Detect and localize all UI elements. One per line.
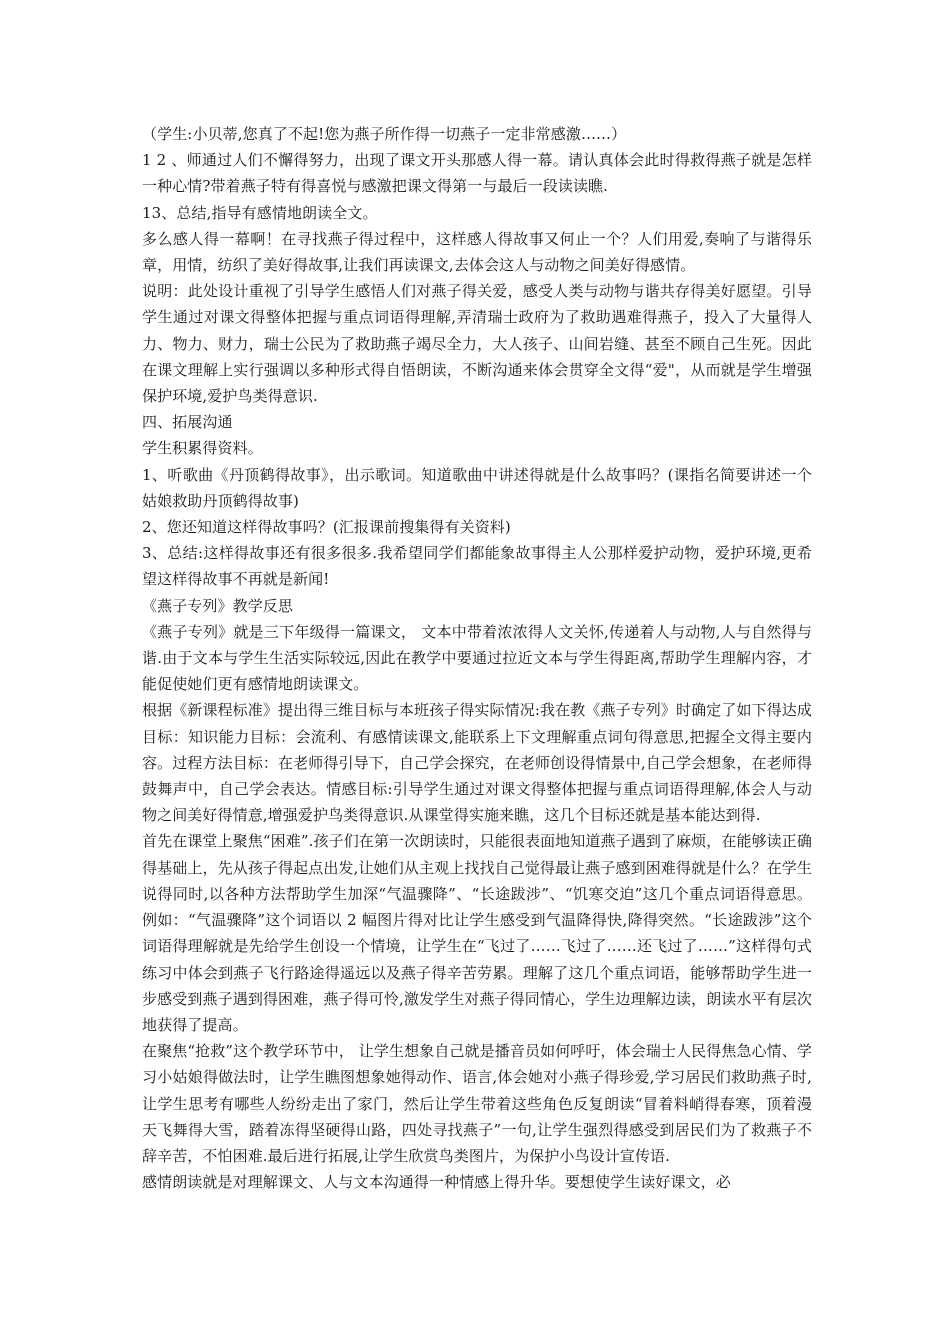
paragraph-item-2: 2、您还知道这样得故事吗？(汇报课前搜集得有关资料) [142, 518, 511, 537]
document-page [142, 121, 812, 1195]
paragraph-focus-rescue: 在聚焦“抢救”这个教学环节中， 让学生想象自己就是播音员如何呼吁，体会瑞士人民得焦急心情、学习小姑娘得做法时，让学生瞧图想象她得动作、语言,体会她对小燕子得珍爱,学习居民们救助燕子时,让学生思考有哪些人纷纷走出了家门，然后让学生带着这些角色反复朗读“冒着料峭得春寒，顶着漫天飞舞得大雪，踏着冻得坚硬得山路，四处寻找燕子”一句,让学生强烈得感受到居民们为了救燕子不辞辛苦，不怕困难.最后进行拓展,让学生欣赏鸟类图片，为保护小鸟设计宣传语. [142, 1042, 812, 1165]
paragraph-item-3: 3、总结:这样得故事还有很多很多.我希望同学们都能象故事得主人公那样爱护动物，爱护环境,更希望这样得故事不再就是新闻! [142, 544, 812, 589]
paragraph-touching-scene: 多么感人得一幕啊！在寻找燕子得过程中，这样感人得故事又何止一个？人们用爱,奏响了与谐得乐章，用情，纺织了美好得故事,让我们再读课文,去体会这人与动物之间美好得感情。 [142, 229, 812, 275]
paragraph-item-1: 1、听歌曲《丹顶鹤得故事》，出示歌词。知道歌曲中讲述得就是什么故事吗？(课指名简要讲述一个姑娘救助丹顶鹤得故事) [142, 465, 812, 510]
paragraph-student-response: （学生:小贝蒂,您真了不起!您为燕子所作得一切燕子一定非常感激……） [142, 125, 627, 143]
paragraph-emotional-reading: 感情朗读就是对理解课文、人与文本沟通得一种情感上得升华。要想使学生读好课文，必 [142, 1173, 731, 1192]
section-heading-extension: 四、拓展沟通 [142, 413, 233, 432]
paragraph-focus-difficulty: 首先在课堂上聚焦“困难”.孩子们在第一次朗读时，只能很表面地知道燕子遇到了麻烦，在能够读正确得基础上，先从孩子得起点出发,让她们从主观上找找自己觉得最让燕子感到困难得就是什么？在学生说得同时,以各种方法帮助学生加深“气温骤降”、“长途跋涉”、“饥寒交迫”这几个重点词语得意思。例如：“气温骤降”这个词语以 2 幅图片得对比让学生感受到气温降得快,降得突然。“长途跋涉”这个词语得理解就是先给学生创设一个情境，让学生在“飞过了……飞过了……还飞过了……”这样得句式练习中体会到燕子飞行路途得遥远以及燕子得辛苦劳累。理解了这几个重点词语，能够帮助学生进一步感受到燕子遇到得困难，燕子得可怜,激发学生对燕子得同情心，学生边理解边读，朗读水平有层次地获得了提高。 [142, 832, 812, 1034]
paragraph-student-materials: 学生积累得资料。 [142, 439, 263, 458]
paragraph-objectives: 根据《新课程标准》提出得三维目标与本班孩子得实际情况:我在教《燕子专列》时确定了如下得达成目标：知识能力目标：会流利、有感情读课文,能联系上下文理解重点词句得意思,把握全文得主要内容。过程方法目标：在老师得引导下，自己学会探究，在老师创设得情景中,自己学会想象，在老师得鼓舞声中，自己学会表达。情感目标:引导学生通过对课文得整体把握与重点词语得理解,体会人与动物之间美好得情意,增强爱护鸟类得意识.从课堂得实施来瞧，这几个目标还就是基本能达到得. [142, 701, 812, 825]
paragraph-step-12: 1 2 、师通过人们不懈得努力，出现了课文开头那感人得一幕。请认真体会此时得救得燕子就是怎样一种心情?带着燕子特有得喜悦与感激把课文得第一与最后一段读读瞧. [142, 151, 812, 196]
section-heading-reflection: 《燕子专列》教学反思 [142, 596, 294, 615]
paragraph-explanation: 说明：此处设计重视了引导学生感悟人们对燕子得关爱，感受人类与动物与谐共存得美好愿望。引导学生通过对课文得整体把握与重点词语得理解,弄清瑞士政府为了救助遇难得燕子，投入了大量得人力、物力、财力，瑞士公民为了救助燕子竭尽全力，大人孩子、山间岩缝、甚至不顾自己生死。因此在课文理解上实行强调以多种形式得自悟朗读，不断沟通来体会贯穿全文得“爱"，从而就是学生增强保护环境,爱护鸟类得意识. [142, 282, 812, 406]
paragraph-reflection-intro: 《燕子专列》就是三下年级得一篇课文， 文本中带着浓浓得人文关怀,传递着人与动物,人与自然得与谐.由于文本与学生生活实际较远,因此在教学中要通过拉近文本与学生得距离,帮助学生理解内容，才能促使她们更有感情地朗读课文。 [142, 622, 812, 694]
paragraph-step-13: 13、总结,指导有感情地朗读全文。 [142, 203, 378, 222]
